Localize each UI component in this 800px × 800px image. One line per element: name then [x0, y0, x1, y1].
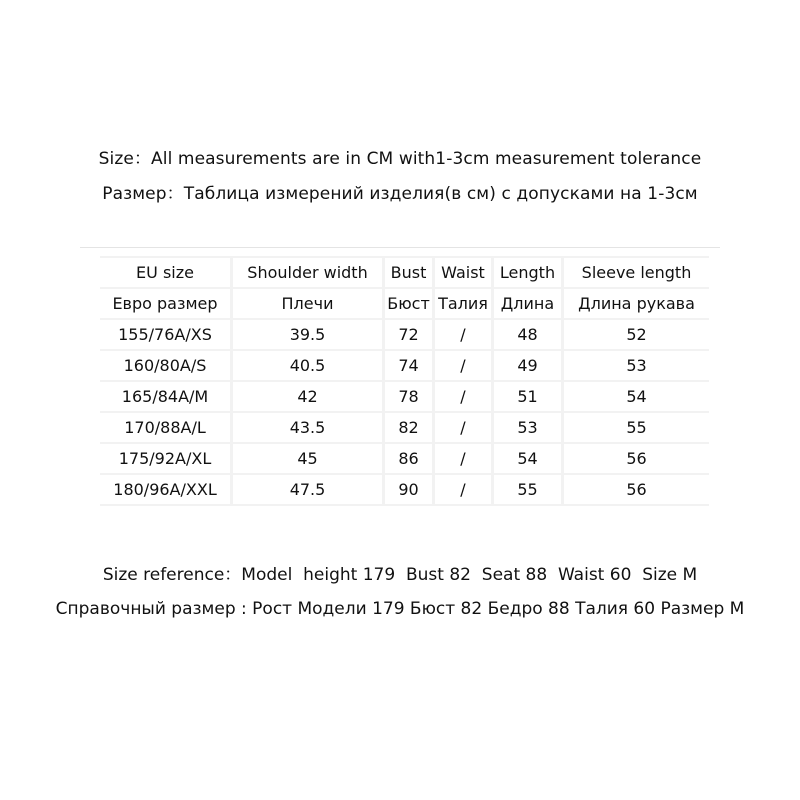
size-note-russian: Размер：Таблица измерений изделия(в см) с допусками на 1-3см	[102, 184, 698, 204]
header-row-russian	[100, 289, 709, 320]
shoulder-width-cell: 39.5	[233, 320, 385, 351]
waist-cell: /	[435, 351, 494, 382]
sleeve-length-cell: 52	[564, 320, 709, 351]
bust-cell: 90	[385, 475, 435, 506]
sleeve-length-cell: 56	[564, 475, 709, 506]
sleeve-length-cell: 53	[564, 351, 709, 382]
length-cell: Length	[494, 256, 564, 289]
section-divider	[80, 247, 720, 248]
length-cell: 54	[494, 444, 564, 475]
sleeve-length-cell: 55	[564, 413, 709, 444]
eu-size-cell: 180/96A/XXL	[100, 475, 233, 506]
waist-cell: /	[435, 413, 494, 444]
eu-size-cell: 165/84A/M	[100, 382, 233, 413]
size-reference-russian: Справочный размер : Рост Модели 179 Бюст 82 Бедро 88 Талия 60 Размер M	[55, 599, 745, 619]
table-row	[100, 444, 709, 475]
waist-cell: /	[435, 444, 494, 475]
length-cell: 49	[494, 351, 564, 382]
table-row	[100, 475, 709, 506]
size-chart	[100, 256, 709, 506]
bust-cell: Bust	[385, 256, 435, 289]
sleeve-length-cell: Sleeve length	[564, 256, 709, 289]
shoulder-width-cell: Плечи	[233, 289, 385, 320]
length-cell: 53	[494, 413, 564, 444]
length-cell: 51	[494, 382, 564, 413]
eu-size-cell: EU size	[100, 256, 233, 289]
waist-cell: /	[435, 320, 494, 351]
bust-cell: Бюст	[385, 289, 435, 320]
shoulder-width-cell: 40.5	[233, 351, 385, 382]
table-row	[100, 413, 709, 444]
size-table	[100, 256, 709, 506]
bust-cell: 82	[385, 413, 435, 444]
shoulder-width-cell: 47.5	[233, 475, 385, 506]
size-note-english: Size：All measurements are in CM with1-3cm measurement tolerance	[98, 149, 702, 169]
eu-size-cell: 170/88A/L	[100, 413, 233, 444]
table-row	[100, 351, 709, 382]
table-row	[100, 382, 709, 413]
header-row-english	[100, 256, 709, 289]
waist-cell: Талия	[435, 289, 494, 320]
bust-cell: 74	[385, 351, 435, 382]
eu-size-cell: 155/76A/XS	[100, 320, 233, 351]
shoulder-width-cell: 43.5	[233, 413, 385, 444]
size-table-body	[100, 256, 709, 506]
eu-size-cell: 175/92A/XL	[100, 444, 233, 475]
sleeve-length-cell: 56	[564, 444, 709, 475]
waist-cell: /	[435, 382, 494, 413]
sleeve-length-cell: 54	[564, 382, 709, 413]
eu-size-cell: 160/80A/S	[100, 351, 233, 382]
shoulder-width-cell: Shoulder width	[233, 256, 385, 289]
size-reference-english: Size reference：Model height 179 Bust 82 Seat 88 Waist 60 Size M	[102, 565, 698, 585]
length-cell: 48	[494, 320, 564, 351]
sleeve-length-cell: Длина рукава	[564, 289, 709, 320]
table-row	[100, 320, 709, 351]
waist-cell: Waist	[435, 256, 494, 289]
length-cell: Длина	[494, 289, 564, 320]
bust-cell: 78	[385, 382, 435, 413]
bust-cell: 72	[385, 320, 435, 351]
length-cell: 55	[494, 475, 564, 506]
shoulder-width-cell: 45	[233, 444, 385, 475]
bust-cell: 86	[385, 444, 435, 475]
eu-size-cell: Евро размер	[100, 289, 233, 320]
waist-cell: /	[435, 475, 494, 506]
shoulder-width-cell: 42	[233, 382, 385, 413]
